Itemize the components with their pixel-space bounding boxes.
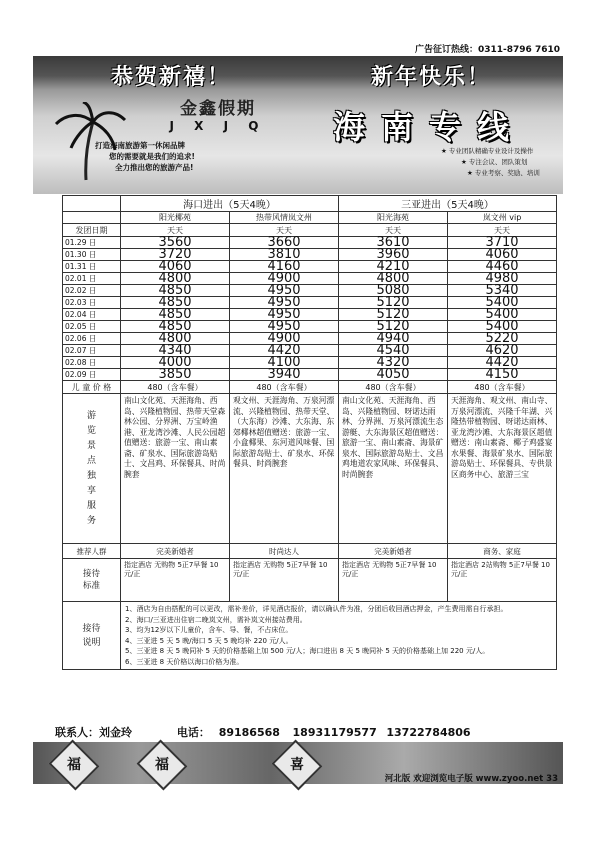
child-price: 480（含车餐） [121,381,230,394]
date-cell: 02.09 日 [63,369,121,381]
price-cell: 4800 [121,333,230,345]
price-cell: 4050 [339,369,448,381]
group-sanya: 三亚进出（5天4晚） [339,196,557,212]
price-cell: 4900 [230,333,339,345]
price-cell: 4320 [339,357,448,369]
tour-cell: 观文州、天涯海角、万泉河漂流、兴隆植物园、热带天堂、（大东海）沙滩、大东海、东郊椰林超值赠送：旅游一宝、小盒椰果、东河道风味餐、国际旅游岛贴士、矿泉水、环保餐具、时尚腕套 [230,394,339,544]
price-cell: 4850 [121,285,230,297]
slogan-3: 全力推出您的旅游产品! [115,163,194,172]
price-cell: 4160 [230,261,339,273]
price-cell: 4940 [339,333,448,345]
price-cell: 4150 [448,369,557,381]
notes-cell [121,602,557,670]
note-line: 6、三亚进 8 天价格以海口价格为准。 [125,657,244,666]
price-cell: 4850 [121,321,230,333]
price-cell: 4950 [230,309,339,321]
date-cell: 02.03 日 [63,297,121,309]
child-price: 480（含车餐） [230,381,339,394]
price-row [63,321,557,333]
hotel-cell: 指定酒店 无购物 5正7早餐 10元/正 [230,559,339,602]
hotel-header: 岚文州 vip [448,212,557,224]
price-cell: 5080 [339,285,448,297]
date-cell: 02.04 日 [63,309,121,321]
route-title: 海南专线 [333,108,526,146]
hotel-cell: 指定酒店 无购物 5正7早餐 10元/正 [339,559,448,602]
agent-cell: 商务、家庭 [448,544,557,559]
agent-cell: 时尚达人 [230,544,339,559]
logo-title: 金鑫假期 [180,99,256,119]
ad-hotline: 广告征订热线：0311-8796 7610 [414,45,560,55]
price-cell: 3960 [339,249,448,261]
price-row [63,297,557,309]
tour-cell: 天涯海角、观文州、南山寺、万泉河漂流、兴隆千年湖、兴隆热带植物园、呀诺达雨林、亚龙湾沙滩、大东海景区超值赠送：南山素斋、椰子鸡盛宴水果餐、海景矿泉水、国际旅游岛贴士、环保餐具、专供景区商务中心、旅游三宝 [448,394,557,544]
price-row [63,333,557,345]
price-row [63,309,557,321]
date-cell: 02.01 日 [63,273,121,285]
note-line: 5、三亚进 8 天 5 晚同补 5 天的价格基础上加 500 元/人；海口进出 8 天 5 晚同补 5 天的价格基础上加 220 元/人。 [125,647,490,655]
price-cell: 4620 [448,345,557,357]
hotel-cell: 指定酒店 2站购物 5正7早餐 10元/正 [448,559,557,602]
price-cell: 3720 [121,249,230,261]
agent-cell: 完美新婚者 [339,544,448,559]
date-cell: 02.05 日 [63,321,121,333]
price-cell: 4850 [121,309,230,321]
price-row [63,237,557,249]
child-label: 儿 童 价 格 [63,381,121,394]
hotel-header: 阳光海苑 [339,212,448,224]
price-cell: 4850 [121,297,230,309]
price-cell: 3560 [121,237,230,249]
price-cell: 4100 [230,357,339,369]
price-cell: 5220 [448,333,557,345]
price-cell: 3710 [448,237,557,249]
price-rows [63,234,557,382]
ops-cell: 天天 [121,224,230,237]
price-cell: 4420 [230,345,339,357]
date-cell: 02.08 日 [63,357,121,369]
price-cell: 4950 [230,321,339,333]
note-line: 2、海口/三亚进出住宿二晚岚文州，需补岚文州接站费用。 [125,615,307,624]
child-price: 480（含车餐） [448,381,557,394]
price-cell: 5340 [448,285,557,297]
price-row [63,249,557,261]
price-row [63,261,557,273]
price-cell: 5400 [448,321,557,333]
price-cell: 4980 [448,273,557,285]
ops-cell: 天天 [339,224,448,237]
note-line: 4、三亚进 5 天 5 晚/海口 5 天 5 晚均补 220 元/人。 [125,636,293,645]
greeting-right: 新年快乐！ [371,65,492,90]
price-cell: 4950 [230,297,339,309]
date-cell: 01.31 日 [63,261,121,273]
fu-decoration: 福 [49,740,100,791]
price-cell: 4540 [339,345,448,357]
ad-item: ★ 专注会议、团队策划 [461,158,528,166]
price-cell: 4800 [121,273,230,285]
logo-sub: J X J Q [169,119,267,133]
child-price: 480（含车餐） [339,381,448,394]
price-table-wrap [62,195,556,670]
price-cell: 4900 [230,273,339,285]
price-cell: 4340 [121,345,230,357]
price-cell: 4210 [339,261,448,273]
price-row [63,357,557,369]
price-cell: 3810 [230,249,339,261]
price-cell: 4420 [448,357,557,369]
date-cell: 02.02 日 [63,285,121,297]
xi-decoration: 喜 [272,740,323,791]
ad-item: ★ 专业考察、奖励、培训 [467,169,540,177]
tour-cell: 南山文化苑、天涯海角、西岛、兴隆植物园、呀诺达雨林、分界洲、万泉河漂流生态游艇、大东海景区超值赠送：旅游一宝、南山素斋、海景矿泉水、国际旅游岛贴士、文昌鸡地道农家风味、环保餐具、时尚腕套 [339,394,448,544]
price-cell: 3610 [339,237,448,249]
slogans [95,140,195,173]
date-cell: 02.07 日 [63,345,121,357]
slogan-1: 打造海南旅游第一休闲品牌 [95,141,185,150]
date-label: 发团日期 [63,224,121,237]
price-cell: 4800 [339,273,448,285]
note-line: 3、均为12岁以下儿童价，含车、导、餐，不占床位。 [125,626,293,634]
price-cell: 5120 [339,297,448,309]
group-haikou: 海口进出（5天4晚） [121,196,339,212]
phone-number: 89186568 [218,726,280,739]
phone-number: 13722784806 [386,726,471,739]
price-row [63,273,557,285]
hotel-header: 热带风情岚文州 [230,212,339,224]
price-cell: 5120 [339,309,448,321]
price-cell: 3850 [121,369,230,381]
contact-person: 联系人：刘金玲 [55,726,132,739]
fu-decoration: 福 [137,740,188,791]
price-cell: 4000 [121,357,230,369]
hotel-cell: 指定酒店 无购物 5正7早餐 10元/正 [121,559,230,602]
tour-label: 游览景点独享服务 [63,394,121,544]
banner [33,56,563,194]
note-line: 1、酒店为自由搭配的可以更改，需补差价，详见酒店报价，请以确认件为准，分团后收回酒店押金，产生费用需自行承担。 [125,605,508,613]
agent-label: 推荐人群 [63,544,121,559]
ad-list [441,146,540,179]
price-cell: 4460 [448,261,557,273]
phone-number: 18931179577 [292,726,377,739]
price-cell: 4060 [121,261,230,273]
notes-label: 接待说明 [63,602,121,670]
phone-label: 电话： [176,726,210,739]
hotel-header: 阳光椰苑 [121,212,230,224]
price-cell: 4950 [230,285,339,297]
price-table [62,195,557,670]
price-row [63,369,557,381]
ops-cell: 天天 [448,224,557,237]
ad-item: ★ 专业团队精确专业设计及操作 [441,147,534,155]
slogan-2: 您的需要就是我们的追求! [109,152,195,161]
price-cell: 4060 [448,249,557,261]
price-cell: 5120 [339,321,448,333]
hotel-label: 接待标准 [63,559,121,602]
page-info: 河北版 欢迎浏览电子版 www.zyoo.net 33 [384,774,558,784]
price-row [63,285,557,297]
greeting-left: 恭贺新禧！ [111,65,232,90]
date-cell: 01.30 日 [63,249,121,261]
price-cell: 3940 [230,369,339,381]
price-cell: 5400 [448,297,557,309]
ops-cell: 天天 [230,224,339,237]
agent-cell: 完美新婚者 [121,544,230,559]
price-cell: 5400 [448,309,557,321]
date-cell: 02.06 日 [63,333,121,345]
date-cell: 01.29 日 [63,237,121,249]
price-row [63,345,557,357]
price-cell: 3660 [230,237,339,249]
tour-cell: 南山文化苑、天涯海角、西岛、兴隆植物园、热带天堂森林公园、分界洲、万宝岭渔港、亚龙湾沙滩、人民公园超值赠送：旅游一宝、南山素斋、矿泉水、国际旅游岛贴士、文昌鸡、环保餐具、时尚腕套 [121,394,230,544]
